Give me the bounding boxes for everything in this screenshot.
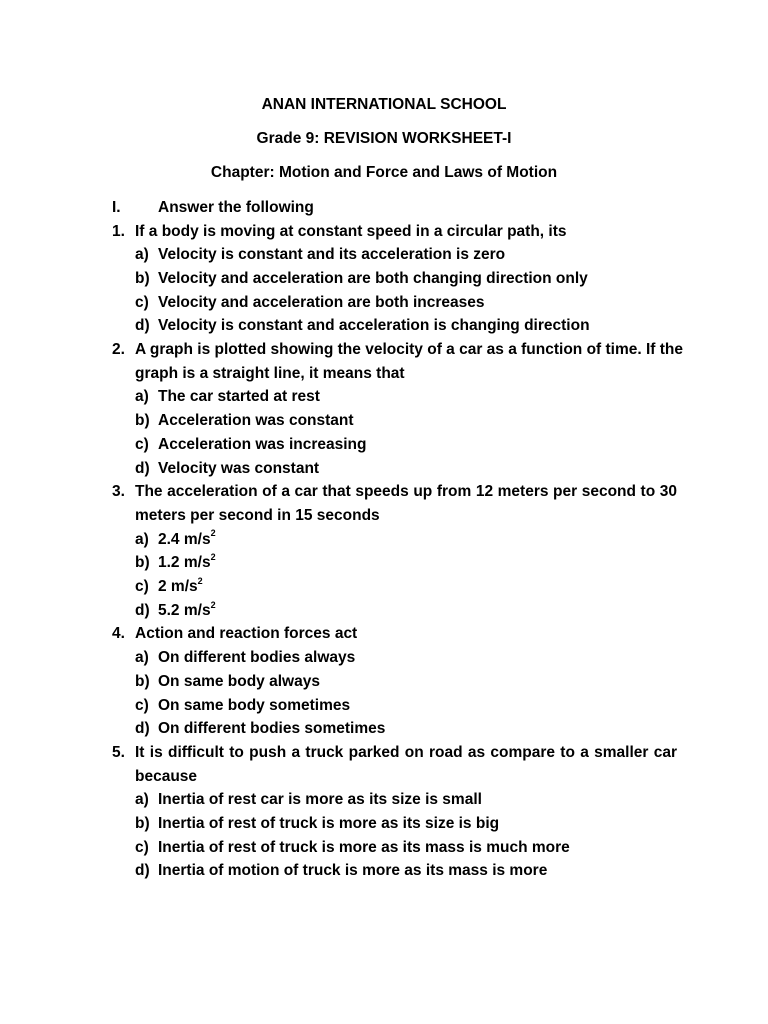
question-number: 5. [112, 743, 125, 761]
option-text [158, 814, 499, 834]
option-letter: d) [135, 317, 150, 335]
option-text [158, 696, 350, 716]
question-text: It is difficult to push a truck parked on road as compare to a smaller car [135, 743, 677, 761]
option-letter: d) [135, 862, 150, 880]
option-text [158, 316, 590, 336]
option-letter: c) [135, 696, 149, 714]
option-letter: a) [135, 246, 149, 264]
option-text [158, 530, 216, 550]
worksheet-title: Grade 9: REVISION WORKSHEET-I [256, 130, 512, 147]
section-title: Answer the following [158, 199, 314, 216]
option-letter: d) [135, 459, 150, 477]
option-label: On different bodies always [158, 649, 356, 667]
option-label: Velocity and acceleration are both increases [158, 293, 485, 311]
question-text: graph is a straight line, it means that [135, 364, 405, 382]
option-letter: d) [135, 720, 150, 738]
option-letter: a) [135, 791, 149, 809]
option-letter: d) [135, 601, 150, 619]
option-text [158, 411, 354, 431]
superscript-exponent: 2 [210, 552, 216, 563]
option-letter: c) [135, 578, 149, 595]
option-text [158, 553, 216, 573]
question-number: 4. [112, 625, 125, 643]
option-label: The car started at rest [158, 388, 320, 406]
option-text [158, 672, 320, 692]
option-text [158, 269, 588, 289]
question-number: 3. [112, 483, 125, 501]
superscript-exponent: 2 [210, 599, 216, 610]
question-text: meters per second in 15 seconds [135, 506, 380, 524]
option-label: Inertia of motion of truck is more as its mass is more [158, 862, 548, 880]
option-letter: b) [135, 412, 150, 430]
option-letter: a) [135, 530, 149, 548]
superscript-exponent: 2 [210, 528, 216, 539]
option-text [158, 838, 570, 858]
option-label: Velocity is constant and acceleration is changing direction [158, 317, 590, 335]
chapter-title: Chapter: Motion and Force and Laws of Motion [210, 164, 558, 181]
option-label: Inertia of rest of truck is more as its size is big [158, 815, 500, 832]
option-text [158, 648, 355, 668]
question-number: 1. [112, 222, 125, 240]
question-text: Action and reaction forces act [135, 625, 358, 643]
school-name: ANAN INTERNATIONAL SCHOOL [261, 96, 507, 113]
option-label: On different bodies sometimes [158, 720, 386, 738]
option-letter: c) [135, 435, 149, 453]
question-text: A graph is plotted showing the velocity of a car as a function of time. If the [135, 341, 684, 358]
option-letter: b) [135, 554, 150, 572]
question-text: The acceleration of a car that speeds up from 12 meters per second to 30 [135, 483, 677, 501]
option-label: 2 m/s [158, 578, 198, 595]
option-text [158, 719, 385, 739]
option-label: Velocity is constant and its acceleration is zero [158, 246, 506, 264]
option-label: Inertia of rest of truck is more as its mass is much more [158, 838, 570, 856]
option-text [158, 577, 203, 597]
option-text [158, 861, 547, 881]
option-label: Velocity and acceleration are both changing direction only [158, 269, 588, 287]
option-label: 2.4 m/s [158, 530, 211, 548]
option-label: Acceleration was increasing [158, 435, 367, 453]
question-number: 2. [112, 341, 125, 358]
option-text [158, 387, 320, 407]
question-text: because [135, 767, 198, 785]
option-label: On same body sometimes [158, 696, 351, 714]
section-numeral: I. [112, 199, 121, 216]
option-text [158, 790, 482, 810]
question-text: If a body is moving at constant speed in a circular path, its [135, 222, 567, 240]
superscript-exponent: 2 [197, 575, 203, 586]
option-letter: a) [135, 388, 149, 406]
option-label: 5.2 m/s [158, 601, 211, 619]
option-letter: b) [135, 672, 150, 690]
option-label: Velocity was constant [158, 459, 320, 477]
option-text [158, 435, 366, 455]
option-label: On same body always [158, 672, 320, 690]
option-letter: b) [135, 815, 150, 832]
option-label: Acceleration was constant [158, 412, 354, 430]
option-text [158, 601, 216, 621]
option-letter: b) [135, 269, 150, 287]
option-letter: c) [135, 838, 149, 856]
option-label: 1.2 m/s [158, 554, 211, 572]
option-letter: a) [135, 649, 149, 667]
option-text [158, 245, 505, 265]
option-text [158, 293, 485, 313]
option-text [158, 459, 319, 479]
option-letter: c) [135, 293, 149, 311]
option-label: Inertia of rest car is more as its size is small [158, 791, 482, 809]
